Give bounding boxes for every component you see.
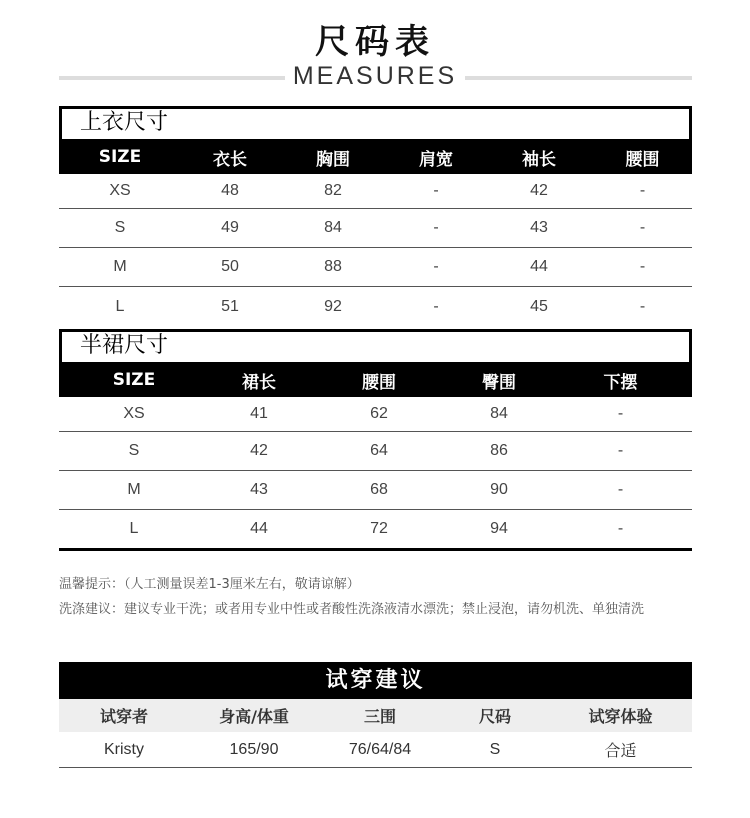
table-cell: 165/90 — [229, 740, 279, 758]
table-cell: - — [433, 298, 439, 315]
table-cell: 51 — [221, 298, 239, 315]
table-cell: 48 — [221, 182, 239, 199]
table-cell: 43 — [530, 219, 548, 236]
table-row — [59, 248, 692, 287]
table-cell: S — [489, 740, 501, 758]
table-cell: - — [639, 182, 646, 199]
top-col-sleeve: 袖长 — [522, 149, 556, 170]
table-cell: - — [617, 405, 624, 422]
top-size-header-row — [59, 140, 692, 174]
table-cell: S — [114, 219, 126, 236]
table-cell: L — [115, 298, 125, 315]
top-size-section-title: 上衣尺寸 — [59, 106, 692, 142]
table-cell: 92 — [324, 298, 342, 315]
page-subtitle: MEASURES — [285, 62, 465, 91]
table-cell: 86 — [490, 442, 508, 459]
table-cell: 94 — [490, 520, 508, 537]
table-cell: M — [113, 258, 127, 275]
table-cell: 42 — [530, 182, 548, 199]
table-cell: 42 — [250, 442, 268, 459]
table-cell: 84 — [324, 219, 342, 236]
table-cell: M — [127, 481, 141, 498]
skirt-col-hem: 下摆 — [603, 372, 638, 393]
skirt-size-section-title: 半裙尺寸 — [59, 329, 692, 365]
table-cell: - — [433, 219, 439, 236]
table-cell: 49 — [221, 219, 239, 236]
table-cell: - — [617, 481, 624, 498]
skirt-size-header-row — [59, 363, 692, 397]
table-cell: XS — [123, 405, 145, 422]
table-cell: 82 — [324, 182, 342, 199]
table-cell: 88 — [324, 258, 342, 275]
table-cell: Kristy — [104, 740, 144, 758]
table-cell: 76/64/84 — [348, 740, 412, 758]
table-row — [59, 432, 692, 471]
tryon-col-experience: 试穿体验 — [588, 707, 653, 726]
table-cell: - — [639, 298, 646, 315]
tryon-section-title: 试穿建议 — [59, 662, 692, 699]
table-cell: - — [433, 258, 439, 275]
table-row — [59, 732, 692, 768]
skirt-col-size: SIZE — [112, 370, 156, 390]
tryon-col-wearer: 试穿者 — [99, 707, 148, 726]
measurement-tip: 温馨提示：（人工测量误差1-3厘米左右，敬请谅解） — [59, 577, 360, 592]
top-col-size: SIZE — [98, 147, 142, 167]
table-row — [59, 397, 692, 432]
table-cell: - — [433, 182, 439, 199]
table-cell: 45 — [530, 298, 548, 315]
top-col-waist: 腰围 — [625, 149, 660, 170]
skirt-col-hip: 臀围 — [482, 372, 516, 393]
table-cell: 90 — [490, 481, 508, 498]
table-cell: - — [617, 520, 624, 537]
table-cell: 64 — [370, 442, 388, 459]
table-cell: XS — [109, 182, 131, 199]
table-row — [59, 471, 692, 510]
skirt-col-length: 裙长 — [242, 372, 276, 393]
table-bottom-border — [59, 548, 692, 551]
table-cell: 合适 — [604, 743, 637, 760]
top-col-chest: 胸围 — [316, 149, 350, 170]
table-row — [59, 209, 692, 248]
table-cell: 72 — [370, 520, 388, 537]
top-col-shoulder: 肩宽 — [419, 149, 453, 170]
table-cell: 41 — [250, 405, 268, 422]
table-row — [59, 287, 692, 327]
table-cell: - — [639, 258, 646, 275]
table-cell: 43 — [250, 481, 268, 498]
table-cell: - — [639, 219, 646, 236]
skirt-col-waist: 腰围 — [362, 372, 396, 393]
table-cell: 62 — [370, 405, 388, 422]
table-row — [59, 174, 692, 209]
table-row — [59, 510, 692, 548]
page-title: 尺码表 — [315, 22, 435, 62]
tryon-header-row — [59, 699, 692, 732]
table-cell: 84 — [490, 405, 508, 422]
table-cell: L — [129, 520, 139, 537]
washing-advice: 洗涤建议：建议专业干洗；或者用专业中性或者酸性洗涤液清水漂洗；禁止浸泡，请勿机洗、单独清洗 — [59, 602, 645, 617]
table-cell: 44 — [530, 258, 548, 275]
tryon-col-measurements: 三围 — [363, 707, 396, 726]
tryon-col-height-weight: 身高/体重 — [219, 707, 289, 726]
table-cell: 44 — [250, 520, 268, 537]
tryon-col-size: 尺码 — [478, 707, 511, 726]
table-cell: 68 — [370, 481, 388, 498]
table-cell: S — [128, 442, 140, 459]
table-cell: - — [617, 442, 624, 459]
table-cell: 50 — [221, 258, 239, 275]
top-col-length: 衣长 — [213, 149, 247, 170]
